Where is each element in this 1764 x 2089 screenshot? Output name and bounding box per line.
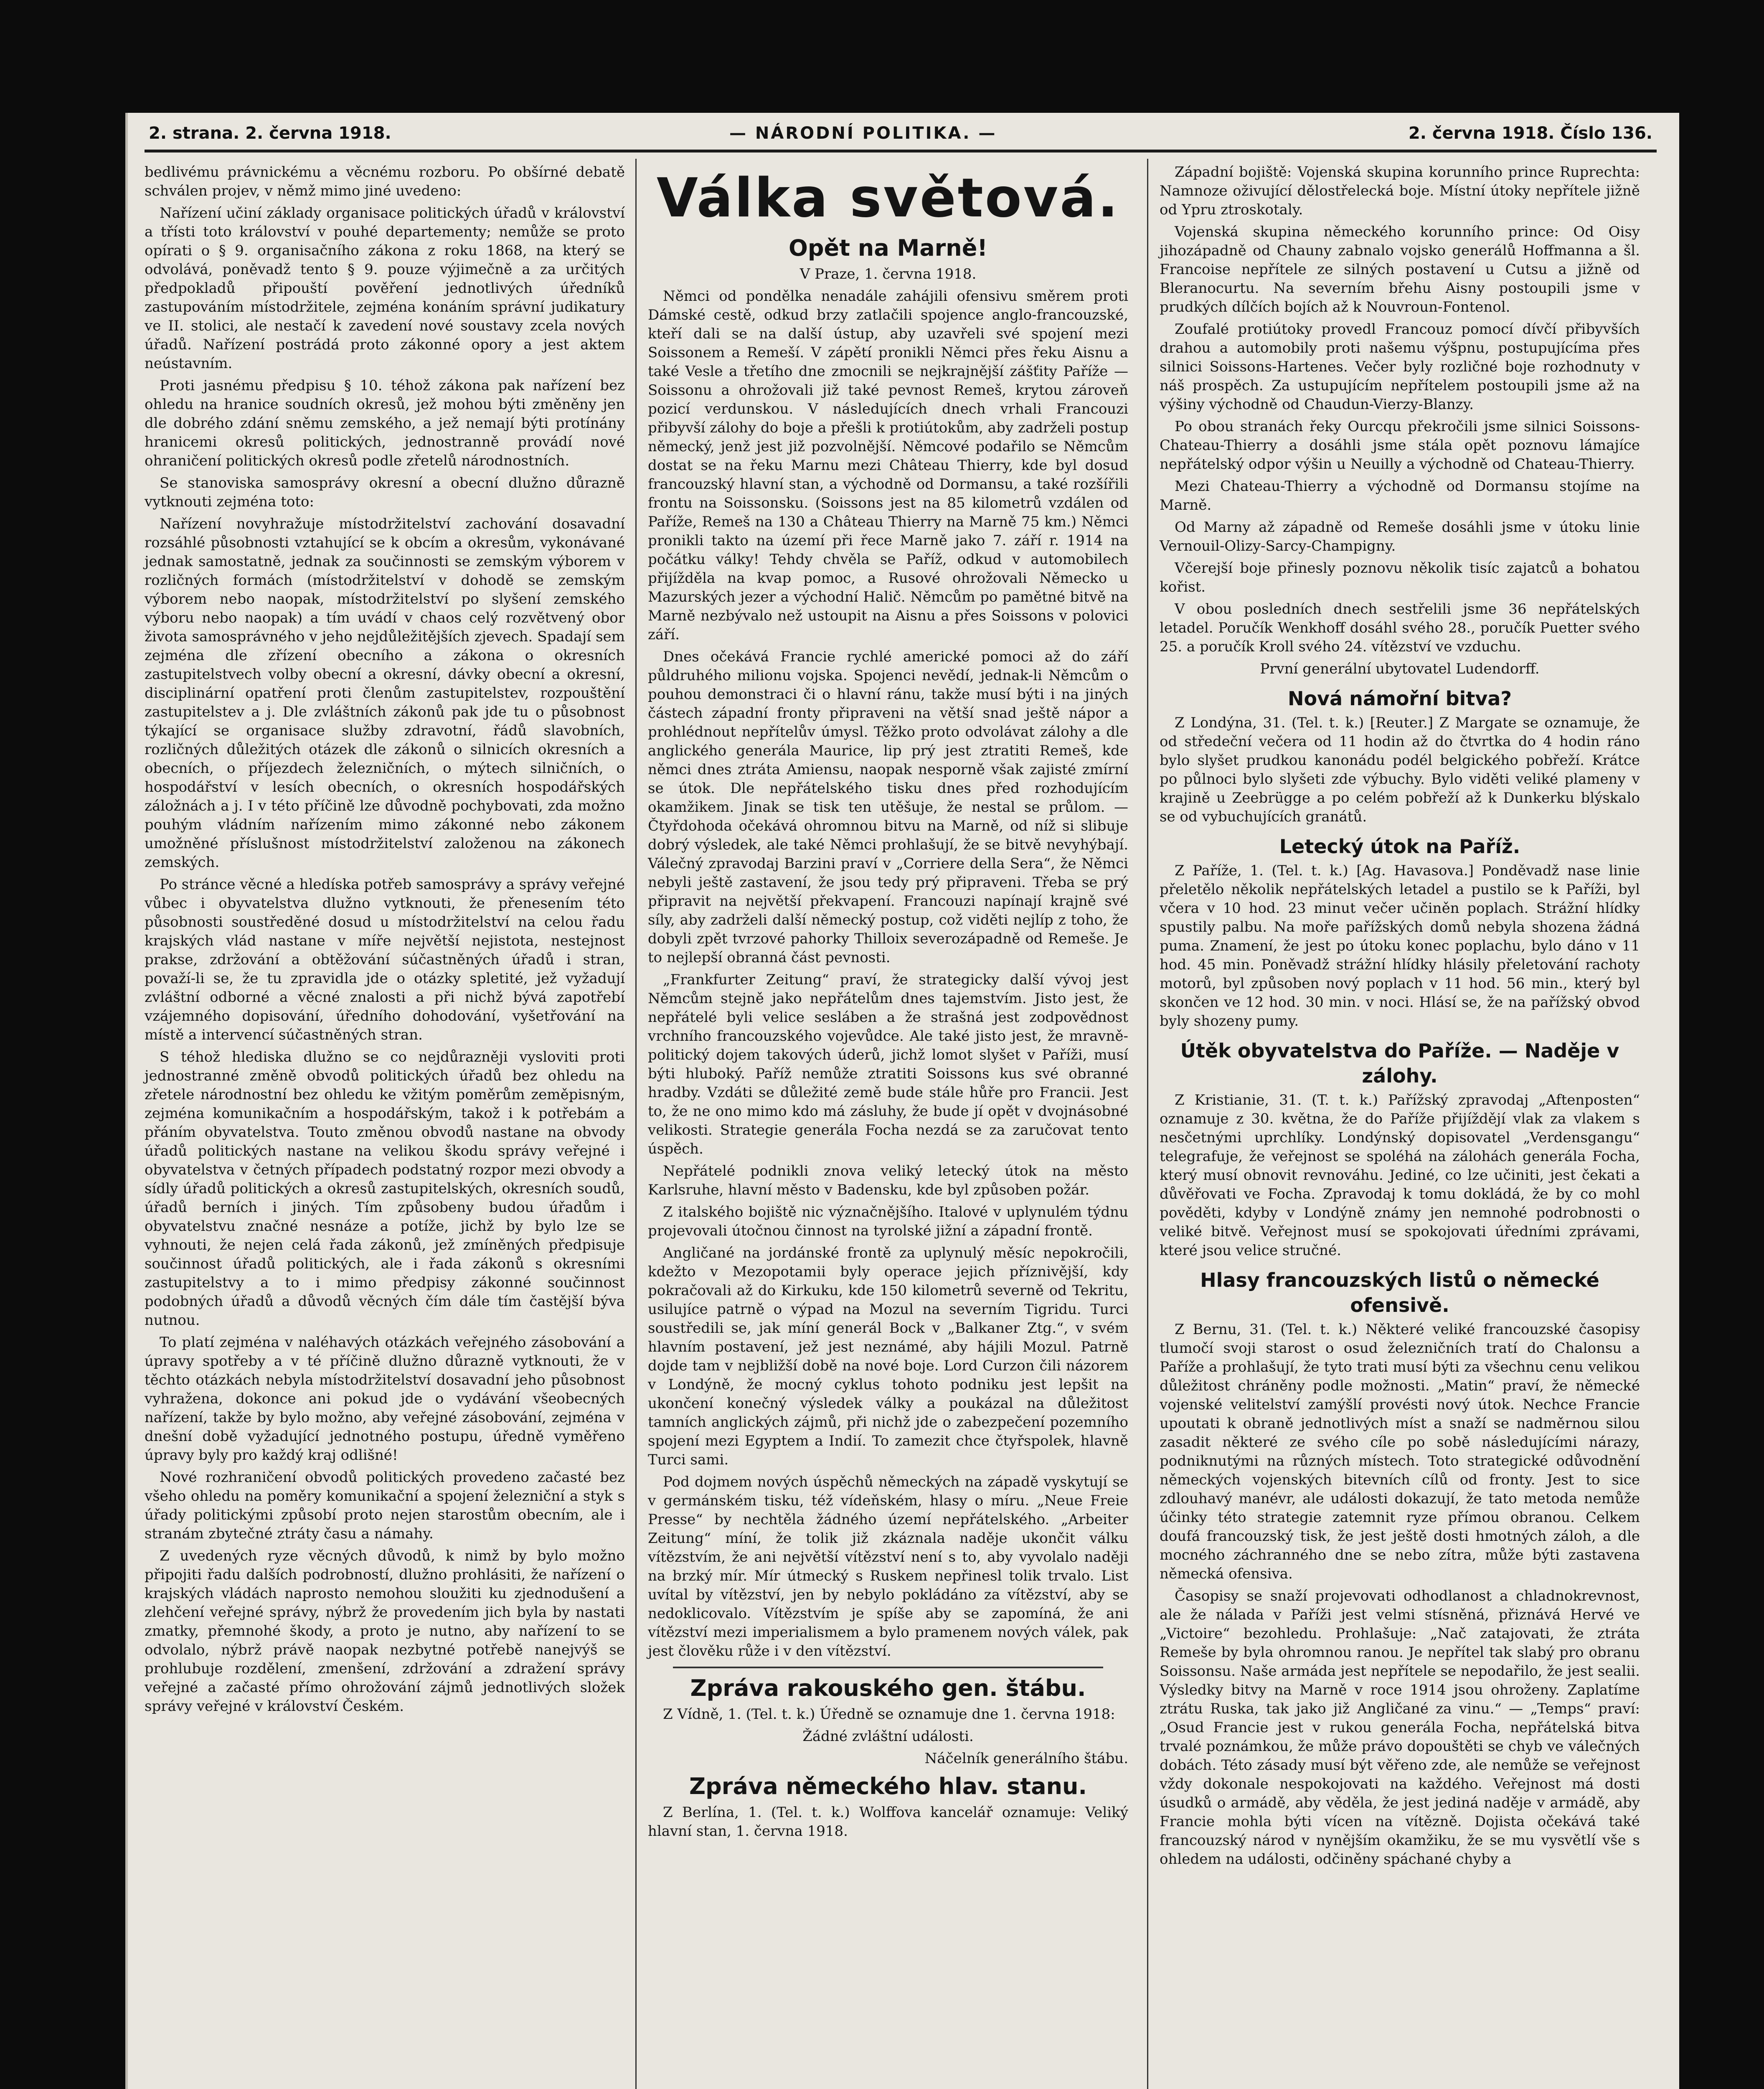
paragraph: Včerejší boje přinesly poznovu několik tisíc zajatců a bohatou kořist. [1160,560,1640,595]
paragraph: Po obou stranách řeky Ourcqu překročili jsme silnici Soissons-Chateau-Thierry a dosáhli jsme stála opět poznovu lámajíce nepřátelský odpor výšin u Neuilly a východně od Chateau-Thierry. [1160,418,1640,473]
paragraph: Po stránce věcné a hledíska potřeb samosprávy a správy veřejné vůbec i obyvatelstva dlužno vytknouti, že přenesením této působnosti soustředěné dosud u místodržitelství na celou řadu krajských vlád nastane v míře největší nejistota, nestejnost prakse, zdržování a obtěžování súčastněných úřadů i stran, považí-li se, že tu zpravidla jde o otázky spletité, jež vyžadují zvláštní odborné a věcné znalosti a při nichž bývá zapotřebí vzájemného dopisování, úředního dohodování, vyšetřování na místě a intervencí súčastněných stran. [145,876,625,1043]
paragraph: Zoufalé protiútoky provedl Francouz pomocí dívčí přibyvších drahou a automobily proti našemu výšpnu, postupujícíma přes silnici Soissons-Hartenes. Večer byly rozličné boje rozhodnuty v náš prospěch. Za ustupujícím nepřítelem postoupili jsme až na výšiny východně od Chaudun-Vierzy-Blanzy. [1160,321,1640,413]
column-right [1160,163,1640,2089]
dateline: V Praze, 1. června 1918. [800,266,977,282]
paragraph: Vojenská skupina německého korunního prince: Od Oisy jihozápadně od Chauny zabnalo vojsko generálů Hoffmanna a šl. Francoise nepřítele ze silných postavení u Cutsu a jižně od Bleranocurtu. Na severním břehu Aisny postoupili jsme v prudkých dílčích bojích až k Nouvroun-Fontenol. [1160,224,1640,315]
header-page-number: 2. strana. 2. června 1918. [149,124,391,143]
paragraph: Z Bernu, 31. (Tel. t. k.) Některé veliké francouzské časopisy tlumočí svoji starost o osud železničních tratí do Chalonsu a Paříže a prohlašují, že tyto trati musí býti za všechnu cenu velikou důležitost chráněny podle možnosti. „Matin“ praví, že německé vojenské velitelství zamýšlí provésti nový útok. Nechce Francie upoutati k obraně jednotlivých míst a snaží se nadměrnou silou zasadit některé ze svého cíle po sobě následujícími nárazy, podniknutými na různých místech. Toto strategické odůvodnění německých vojenských bitevních cílů od fronty. Jest to sice zdlouhavý manévr, ale události dokazují, že tato metoda nemůže účinky této strategie zatemnit ryze přímou obranou. Celkem doufá francouzský tisk, že jest ještě dosti hmotných záloh, a dle mocného záchranného dne se nebo zítra, může býti zastavena německá ofensiva. [1160,1321,1640,1582]
paragraph: Nařízení novyhražuje místodržitelství zachování dosavadní rozsáhlé působnosti vztahující se k obcím a okresům, vykonávané jednak samostatně, jednak za součinnosti se zemským výborem v rozličných formách (místodržitelství v dohodě se zemským výborem nebo naopak, místodržitelství po slyšení zemského výboru nebo naopak) a tím uvádí v chaos celý rozvětvený obor života samosprávného v jeho nejdůležitějších zjevech. Spadají sem zejména dle zřízení obecního a zákona o okresních zastupitelstvech volby obecní a okresní, dávky obecní a okresní, disciplinární opatření proti členům zastupitelstev, rozpouštění zastupitelstev a j. Dle zvláštních zákonů pak jde tu o působnost týkající se organisace služby zdravotní, řádů slavobních, rozličných důležitých otázek dle zákonů o silnicích okresních a obecních, o příjezdech železničních, o mýtech silničních, o hospodářství v lesích obecních, o okresních hospodářských záložnách a j. I v této příčině lze důvodně pochybovati, zda možno pouhým vládním nařízením mimo zákonné nebo zákonem umožněné příslušnost místodržitelství založenou na zákonech zemských. [145,516,625,871]
paragraph: Dnes očekává Francie rychlé americké pomoci až do září půldruhého milionu vojska. Spojenci nevědí, jednak-li Němcům o pouhou demonstraci či o hlavní ránu, takže musí býti i na jiných částech západní fronty připraveni na větší snad ještě nápor a prohlédnout nepřítelův úmysl. Těžko proto odvolávat zálohy a dle anglického generála Maurice, lip prý jest ztratiti Remeš, kde němci dnes ztráta Amiensu, naopak nesporně však zajisté zmírní se útok. Dle nepřátelského tisku dnes před rozhodujícím okamžikem. Jinak se tisk ten utěšuje, že nestal se průlom. — Čtyřdohoda očekává ohromnou bitvu na Marně, od níž si slibuje dobrý výsledek, ale také Němci prohlašují, že se bitvě nevyhýbají. Válečný zpravodaj Barzini praví v „Corriere della Sera“, že Němci nebyli ještě zastavení, že jsou tedy prý připraveni. Třeba se prý připravit na největší překvapení. Francouzi napínají krajně své síly, aby zadrželi další německý postup, což viděti nejlíp z toho, že dobyli zpět tvrzové pahorky Thilloix severozápadně od Remeše. Je to nejlepší obranná část pevnosti. [648,648,1128,966]
paragraph: Angličané na jordánské frontě za uplynulý měsíc nepokročili, kdežto v Mezopotamii byly operace jejich příznivější, kdy pokračovali až do Kirkuku, kde 150 kilometrů severně od Tekritu, usilujíce patrně o výpad na Mozul na severním Tigridu. Turci soustředili se, jak míní generál Bock v „Balkaner Ztg.“, v svém hlavním postavení, jež jest neznámé, aby hájili Mozul. Patrně dojde tam v nejbližší době na nové boje. Lord Curzon čili názorem v Londýně, že mocný cyklus tohoto podniku jest lepšit na ukončení konečný výsledek války a poukázal na důležitost tamních anglických zájmů, při nichž jde o zabezpečení pozemního spojení mezi Egyptem a Indií. To zamezit chce čtyřspolek, hlavně Turci sami. [648,1245,1128,1468]
section-title: Válka světová. [656,167,1120,229]
article-headline: Letecký útok na Paříž. [1279,835,1520,858]
paragraph: Němci od pondělka nenadále zahájili ofensivu směrem proti Dámské cestě, odkud brzy zatlačili spojence anglo-francouzské, kteří dali se na další ústup, aby uzavřeli své spojení mezi Soissonem a Remeší. V zápětí pronikli Němci přes řeku Aisnu a také Vesle a třetího dne zmocnili se nejkrajnější zášťity Paříže — Soissonu a ohrožovali již také pevnost Remeš, krytou zároveň pozicí verdunskou. V následujících dnech vrhali Francouzi přibyvší zálohy do boje a přešli k protiútokům, aby zadrželi postup německý, jenž jest již pozvolnější. Němcové podařilo se Němcům dostat se na řeku Marnu mezi Château Thierry, kde byl dosud francouzský hlavní stan, a východně od Dormansu, a také rozšířili frontu na Soissonsku. (Soissons jest na 85 kilometrů vzdálen od Paříže, Remeš na 130 a Château Thierry na Marně 75 km.) Němci pronikli takto na území při řece Marně jako 7. září r. 1914 na počátku války! Tehdy chvěla se Paříž, odkud v automobilech přijížděla na kvap pomoc, a Rusové ohrožovali Německo u Mazurských jezer a východní Halič. Němcům po pamětné bitvě na Marně nezbývalo než ustoupit na Aisnu a přes Soissons v polovici září. [648,288,1128,643]
paragraph: Z uvedených ryze věcných důvodů, k nimž by bylo možno připojiti řadu dalších podrobností, dlužno prohlásiti, že nařízení o krajských vládách naprosto nemohou sloužiti ku zjednodušení a zlehčení veřejné správy, nýbrž že provedením jich byla by nastati zmatky, přemnohé škody, a proto je nutno, aby nařízení to se odvolalo, nýbrž právě naopak nezbytné potřebě nanejvýš se prohlubuje rozdělení, zmenšení, zdržování a zdražení správy veřejné a začasté přímo ohrožování zájmů jednotlivých složek správy veřejné v království Českém. [145,1548,625,1715]
signature: První generální ubytovatel Ludendorff. [1260,661,1540,677]
header-issue-number: 2. června 1918. Číslo 136. [1408,124,1652,143]
article-headline: Zpráva německého hlav. stanu. [689,1773,1087,1799]
paragraph: Od Marny až západně od Remeše dosáhli jsme v útoku linie Vernouil-Olizy-Sarcy-Champigny. [1160,519,1640,554]
paragraph: Nařízení učiní základy organisace politických úřadů v království a třísti toto království v pouhé departementy; nemůže se proto opírati o § 9. organisačního zákona z roku 1868, na který se odvolává, poněvadž tento § 9. pouze výjimečně a za určitých předpokladů připouští pověření jednotlivých úředníků zastupováním místodržitele, zejména konáním správní judikatury ve II. stolici, ale nestačí k zavedení nové soustavy zcela nových úřadů. Nařízení postrádá proto zákonné opory a jest aktem neústavním. [145,205,625,372]
paragraph: S téhož hlediska dlužno se co nejdůrazněji vysloviti proti jednostranné změně obvodů politických úřadů bez ohledu na zřetele národnostní bez ohledu ke vžitým poměrům zeměpisným, zejména komunikačním a hospodářským, takož i k potřebám a přáním obyvatelstva. Touto změnou obvodů nastane na obvody úřadů politických nastane na velikou škodu správy veřejné i obyvatelstva v četných případech podstatný rozpor mezi obvody a sídly úřadů politických a okresů zastupitelských, okresních soudů, úřadů berních i jiných. Tím způsobeny budou úřadům i obyvatelstvu značné nesnáze a potíže, jichž by bylo lze se vyhnouti, že nejen celá řada zákonů, jež zmíněných předpisuje součinnost úřadů politických, ale i řada zákonů s okresními zastupitelstvy a to i mimo předpisy zákonné součinnost podobných úřadů a důvodů věcných čím dále tím častější býva nutnou. [145,1049,625,1329]
paragraph: To platí zejména v naléhavých otázkách veřejného zásobování a úpravy spotřeby a v té příčině dlužno důrazně vytknouti, že v těchto otázkách nebyla místodržitelství dosavadní jeho působnost vyhražena, dokonce ani pokud jde o vydávání všeobecných nařízení, takže by bylo možno, aby veřejné zásobování, zejména v dnešní době vyžadující jednotného postupu, úředně vyměřeno úpravy byly pro každý kraj odlišné! [145,1334,625,1464]
article-headline: Zpráva rakouského gen. štábu. [690,1675,1086,1701]
paragraph: „Frankfurter Zeitung“ praví, že strategicky další vývoj jest Němcům stejně jako nepřátelům dnes tajemstvím. Jisto jest, že nepřátelé byli velice sesláben a že strašná jest zodpovědnost vrchního francouzského vojevůdce. Ale také jisto jest, že mravně-politický dojem takových úderů, jichž lomot slyšet v Paříži, musí býti hluboký. Paříž nemůže ztratiti Soissons kus své obranné hradby. Vzdáti se důležité země bude stále hůře pro Francii. Jest to, že ne ono mimo kdo má zásluhy, že bude jí opět v dvojnásobné velikosti. Strategie generála Focha nezdá se za zaručovat tento úspěch. [648,971,1128,1157]
divider [673,1667,1103,1668]
paragraph: bedlivému právnickému a věcnému rozboru. Po obšírné debatě schválen projev, v němž mimo jiné uvedeno: [145,164,625,199]
paragraph: Z Vídně, 1. (Tel. t. k.) Úředně se oznamuje dne 1. června 1918: [663,1706,1115,1723]
article-headline: Hlasy francouzských listů o německé ofensivě. [1200,1269,1599,1316]
article-headline: Opět na Marně! [789,235,987,261]
column-divider [1147,159,1148,2089]
paragraph: Z italského bojiště nic význačnějšího. Italové v uplynulém týdnu projevovali útočnou činnost na tyrolské jižní a západní frontě. [648,1204,1128,1239]
paragraph: Proti jasnému předpisu § 10. téhož zákona pak nařízení bez ohledu na hranice soudních okresů, jež mohou býti změněny jen dle dobrého zdání sněmu zemského, a jež nemají býti protínány hranicemi okresů politických, jednostranně provádí nové ohraničení politických okresů podle zřetelů národnostních. [145,377,625,469]
paragraph: Pod dojmem nových úspěchů německých na západě vyskytují se v germánském tisku, též vídeňském, hlasy o míru. „Neue Freie Presse“ by nechtěla žádného území nepřátelského. „Arbeiter Zeitung“ míní, že tolik již zkáznala naděje ukončit válku vítězstvím, že ani největší vítězství není s to, aby vyvolalo naději na brzký mír. Mír útmecký s Ruskem nepřinesl tolik trvalo. List uvítal by vítězství, jen by nebylo pokládáno za vítězství, aby se nedoklicovalo. Vítězstvím je spíše aby se zapomíná, že ani vítězství mezi imperialismem a bylo pramenem nových válek, pak jest člověku růže i v den vítězství. [648,1474,1128,1660]
column-divider [635,159,637,2089]
paragraph: Z Londýna, 31. (Tel. t. k.) [Reuter.] Z Margate se oznamuje, že od středeční večera od 11 hodin až do čtvrtka do 4 hodin ráno bylo slyšet prudkou kanonádu podél belgického pobřeží. Krátce po půlnoci bylo slyšeti zde výbuchy. Bylo viděti veliké plameny v krajině u Zeebrügge a po celém pobřeží až k Dunkerku blýskalo se od vybuchujících granátů. [1160,714,1640,825]
paragraph: Nové rozhraničení obvodů politických provedeno začasté bez všeho ohledu na poměry komunikační a spojení železniční a styk s úřady politickými způsobí proto nejen starostům obecním, ale i stranám zbytečné ztráty času a námahy. [145,1469,625,1542]
article-headline: Útěk obyvatelstva do Paříže. — Naděje v zálohy. [1180,1039,1619,1087]
signature: Náčelník generálního štábu. [924,1750,1128,1767]
paragraph: Západní bojiště: Vojenská skupina korunního prince Ruprechta: Namnoze oživující dělostřelecká boje. Místní útoky nepřítele jižně od Ypru ztroskotaly. [1160,164,1640,218]
newspaper-page [125,113,1679,2089]
paragraph: Se stanoviska samosprávy okresní a obecní dlužno důrazně vytknouti zejména toto: [145,475,625,510]
paragraph: Nepřátelé podnikli znova veliký letecký útok na město Karlsruhe, hlavní město v Badensku, kde byl způsoben požár. [648,1163,1128,1198]
paragraph: Žádné zvláštní události. [802,1728,974,1745]
paragraph: Z Kristianie, 31. (T. t. k.) Pařížský zpravodaj „Aftenposten“ oznamuje z 30. května, že do Paříže přijíždějí vlak za vlakem s nesčetnými uprchlíky. Londýnský dopisovatel „Verdensgangu“ telegrafuje, že veřejnost se spoléhá na zálohách generála Focha, který musí obnovit revnováhu. Jediné, co lze učiniti, jest čekati a důvěřovati ve Focha. Zpravodaj k tomu dokládá, že by co mohl pověděti, kdyby v Londýně známy jen nemnohé podrobnosti o veliké bitvě. Veřejnost musí se spokojovati úředními zprávami, které jsou velice stručné. [1160,1092,1640,1259]
paragraph: Časopisy se snaží projevovati odhodlanost a chladnokrevnost, ale že nálada v Paříži jest velmi stísněná, přiznává Hervé ve „Victoire“ bezohledu. Prohlašuje: „Nač zatajovati, že ztráta Remeše by byla ohromnou ranou. Je nepřítel tak slabý pro obranu Soissonsu. Naše armáda jest nepřítele se nepodařilo, že jest sealii. Výsledky bitvy na Marně v roce 1914 jsou ohroženy. Zaplatíme ztrátu Ruska, tak jako již Angličané za vinu.“ — „Temps“ praví: „Osud Francie jest v rukou generála Focha, nepřátelská bitva trvalé poznámkou, že může právo dopouštěti se chyb ve válečných dobách. Této zásady musí být věřeno zde, ale nemůže se veřejnost vždy dokonale nespokojovati na každého. Veřejnost má dosti úsudků o armádě, aby věděla, že jest jediná naděje v armádě, aby Francie mohla býti vícen na vítězně. Dojista očekává také francouzský národ v nynějším okamžiku, že se mu vysvětlí vše s ohledem na události, odčiněny spáchané chyby a [1160,1588,1640,1868]
article-headline: Nová námořní bitva? [1287,687,1512,710]
paragraph: Mezi Chateau-Thierry a východně od Dormansu stojíme na Marně. [1160,478,1640,513]
paragraph: V obou posledních dnech sestřelili jsme 36 nepřátelských letadel. Poručík Wenkhoff dosáhl svého 28., poručík Puetter svého 25. a poručík Kroll svého 24. vítězství ve vzduchu. [1160,601,1640,655]
column-left [145,163,625,2089]
paragraph: Z Paříže, 1. (Tel. t. k.) [Ag. Havasova.] Ponděvadž nase linie přeletělo několik nepřátelských letadel a pustilo se k Paříži, byl včera v 10 hod. 23 minut večer učiněn poplach. Strážní hlídky spustily palbu. Na moře pařížských domů nebyla shozena žádná puma. Znamení, že jest po útoku konec poplachu, bylo dáno v 11 hod. 45 min. Poněvadž strážní hlídky hlásily přeletování rachoty motorů, byl způsoben nový poplach v 11 hod. 56 min., který byl skončen ve 12 hod. 30 min. v noci. Hlásí se, že na pařížský obvod byly shozeny pumy. [1160,862,1640,1029]
masthead-title: — NÁRODNÍ POLITIKA. — [729,124,997,143]
paragraph: Z Berlína, 1. (Tel. t. k.) Wolffova kancelář oznamuje: Veliký hlavní stan, 1. června 1918. [648,1804,1128,1840]
column-middle [648,163,1128,2089]
page-header [145,120,1657,152]
